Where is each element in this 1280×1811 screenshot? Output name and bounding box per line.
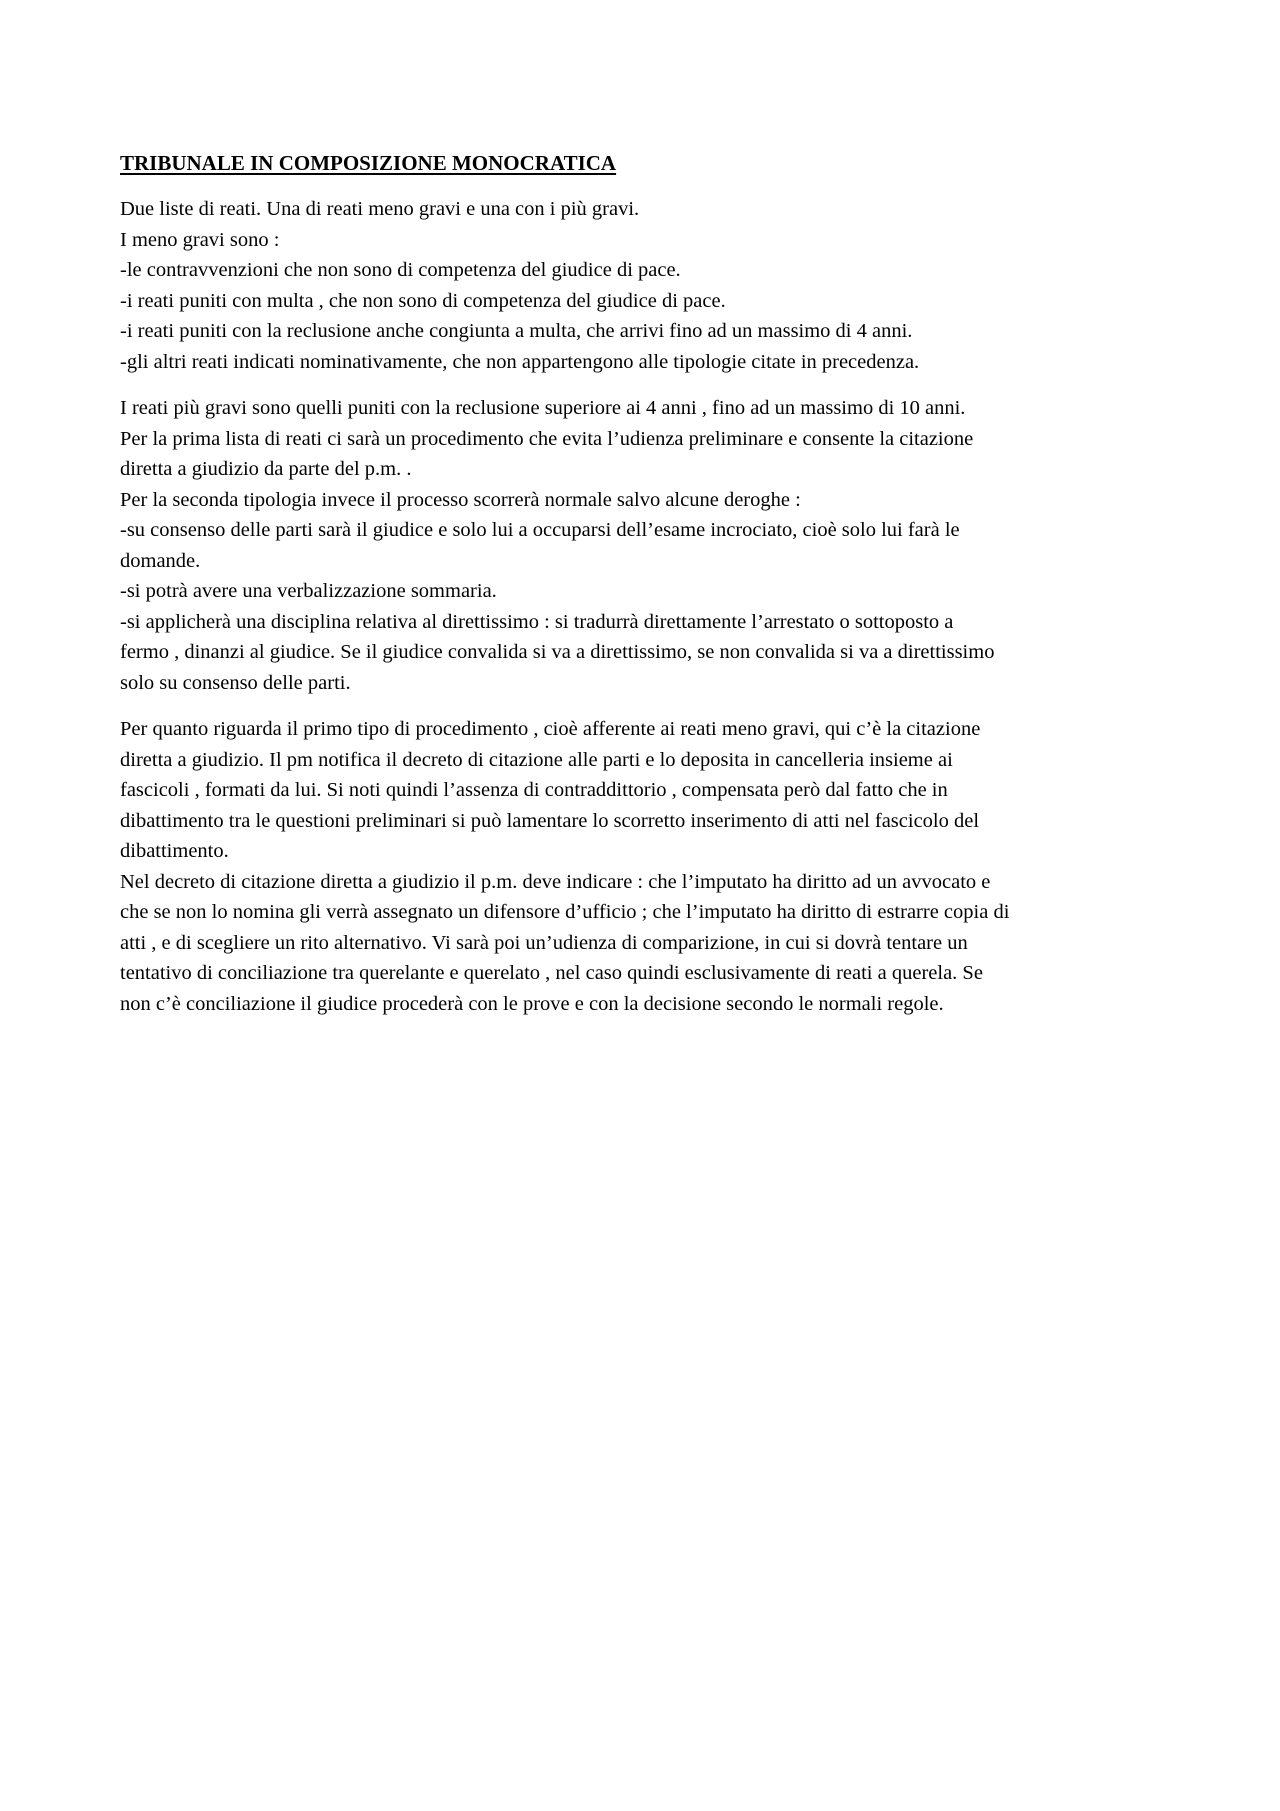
text-line: che se non lo nomina gli verrà assegnato un difensore d’ufficio ; che l’imputato ha diritto di estrarre copia di xyxy=(120,901,1010,923)
text-line: Nel decreto di citazione diretta a giudizio il p.m. deve indicare : che l’imputato ha diritto ad un avvocato e xyxy=(120,870,991,893)
document-body xyxy=(120,148,1170,1035)
text-line: Per quanto riguarda il primo tipo di procedimento , cioè afferente ai reati meno gravi, qui c’è la citazione xyxy=(120,718,981,740)
text-line: Per la prima lista di reati ci sarà un procedimento che evita l’udienza preliminare e consente la citazione xyxy=(120,427,974,450)
text-line: -si potrà avere una verbalizzazione sommaria. xyxy=(120,580,497,602)
text-line: -i reati puniti con la reclusione anche congiunta a multa, che arrivi fino ad un massimo di 4 anni. xyxy=(120,320,913,342)
text-line: Due liste di reati. Una di reati meno gravi e una con i più gravi. xyxy=(120,198,640,220)
text-line: non c’è conciliazione il giudice procederà con le prove e con la decisione secondo le normali regole. xyxy=(120,992,944,1015)
text-line: -gli altri reati indicati nominativamente, che non appartengono alle tipologie citate in precedenza. xyxy=(120,350,920,373)
text-line: I meno gravi sono : xyxy=(120,228,280,251)
text-line: -si applicherà una disciplina relativa al direttissimo : si tradurrà direttamente l’arrestato o sottoposto a xyxy=(120,610,954,633)
paragraph xyxy=(120,393,1170,698)
text-line: dibattimento tra le questioni preliminari si può lamentare lo scorretto inserimento di atti nel fascicolo del xyxy=(120,809,980,832)
text-line: atti , e di scegliere un rito alternativo. Vi sarà poi un’udienza di comparizione, in cui si dovrà tentare un xyxy=(120,931,968,954)
document-title: TRIBUNALE IN COMPOSIZIONE MONOCRATICA xyxy=(120,151,617,175)
text-line: domande. xyxy=(120,549,201,572)
text-line: tentativo di conciliazione tra querelante e querelato , nel caso quindi esclusivamente di reati a querela. Se xyxy=(120,962,983,984)
text-line: solo su consenso delle parti. xyxy=(120,671,351,694)
text-line: fascicoli , formati da lui. Si noti quindi l’assenza di contraddittorio , compensata però dal fatto che in xyxy=(120,779,948,801)
text-line: fermo , dinanzi al giudice. Se il giudice convalida si va a direttissimo, se non convalida si va a direttissimo xyxy=(120,641,995,663)
text-line: diretta a giudizio da parte del p.m. . xyxy=(120,458,412,480)
text-line: -i reati puniti con multa , che non sono di competenza del giudice di pace. xyxy=(120,289,726,312)
text-line: I reati più gravi sono quelli puniti con la reclusione superiore ai 4 anni , fino ad un massimo di 10 anni. xyxy=(120,397,966,419)
paragraphs-container xyxy=(120,194,1170,1019)
text-line: -su consenso delle parti sarà il giudice e solo lui a occuparsi dell’esame incrociato, cioè solo lui farà le xyxy=(120,519,960,541)
text-line: diretta a giudizio. Il pm notifica il decreto di citazione alle parti e lo deposita in cancelleria insieme ai xyxy=(120,748,953,771)
text-line: dibattimento. xyxy=(120,840,229,862)
text-line: Per la seconda tipologia invece il processo scorrerà normale salvo alcune deroghe : xyxy=(120,488,801,511)
paragraph xyxy=(120,714,1170,1019)
text-line: -le contravvenzioni che non sono di competenza del giudice di pace. xyxy=(120,259,681,281)
paragraph xyxy=(120,194,1170,377)
